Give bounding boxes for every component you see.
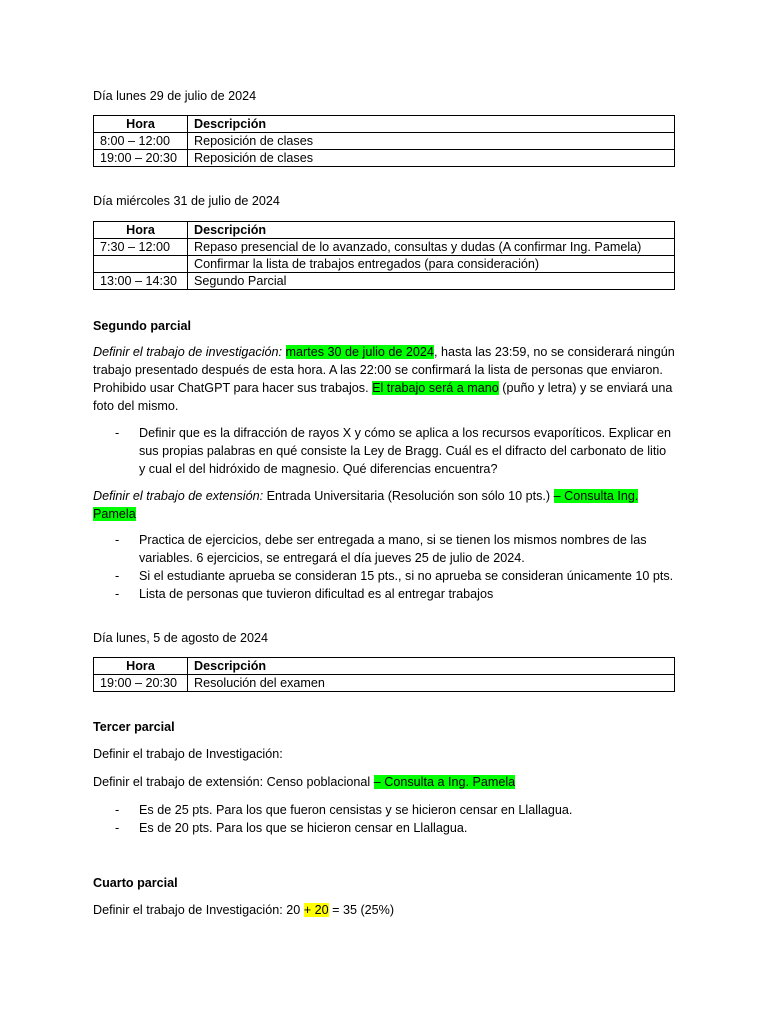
- table-row: [94, 150, 675, 167]
- day2-schedule-table: [93, 221, 675, 290]
- segundo-extension-list: [93, 531, 675, 603]
- ext-label: Definir el trabajo de extensión:: [93, 489, 264, 503]
- ext-text: Entrada Universitaria (Resolución son sólo 10 pts.): [263, 489, 554, 503]
- header-descripcion: Descripción: [188, 658, 675, 675]
- cuarto-inv-text-2: = 35 (25%): [328, 903, 395, 917]
- segundo-parcial-title: Segundo parcial: [93, 319, 191, 333]
- cell-descripcion: Resolución del examen: [188, 675, 675, 692]
- list-item: [93, 819, 675, 837]
- day2-table-wrap: [93, 221, 675, 290]
- cell-hora: 8:00 – 12:00: [94, 133, 188, 150]
- dash-bullet: -: [115, 569, 120, 583]
- dash-bullet: -: [115, 533, 120, 547]
- header-hora: Hora: [94, 116, 188, 133]
- cell-descripcion: Confirmar la lista de trabajos entregados (para consideración): [188, 256, 675, 273]
- cell-descripcion: Segundo Parcial: [188, 273, 675, 290]
- list-item-text: Definir que es la difracción de rayos X y cómo se aplica a los recursos evaporíticos. Explicar en sus propias palabras en qué consiste la Ley de Bragg. Cuál es el difracto del carbonato de litio y cual el del hidróxido de magnesio. Qué diferencias encuentra?: [139, 426, 671, 476]
- tercer-extension-line: [93, 773, 675, 791]
- table-row: [94, 256, 675, 273]
- cell-descripcion: Reposición de clases: [188, 133, 675, 150]
- header-hora: Hora: [94, 658, 188, 675]
- cell-hora: [94, 256, 188, 273]
- header-descripcion: Descripción: [188, 116, 675, 133]
- list-item-text: Practica de ejercicios, debe ser entregada a mano, si se tienen los mismos nombres de las variables. 6 ejercicios, se entregará el día jueves 25 de julio de 2024.: [139, 533, 647, 565]
- cell-hora: 19:00 – 20:30: [94, 150, 188, 167]
- dash-bullet: -: [115, 587, 120, 601]
- segundo-investigacion-list: [93, 424, 675, 478]
- day3-table-wrap: [93, 657, 675, 692]
- table-header-row: [94, 658, 675, 675]
- table-row: [94, 273, 675, 290]
- day1-schedule-table: [93, 115, 675, 167]
- inv-hand-highlight: El trabajo será a mano: [372, 381, 499, 395]
- list-item: [93, 424, 675, 478]
- dash-bullet: -: [115, 821, 120, 835]
- list-item: [93, 801, 675, 819]
- list-item: [93, 585, 675, 603]
- segundo-extension-paragraph: [93, 487, 675, 523]
- tercer-investigacion-line: Definir el trabajo de Investigación:: [93, 747, 283, 761]
- cuarto-parcial-title: Cuarto parcial: [93, 876, 178, 890]
- cuarto-inv-text-1: Definir el trabajo de Investigación: 20: [93, 903, 304, 917]
- segundo-investigacion-paragraph: [93, 343, 675, 415]
- list-item-text: Lista de personas que tuvieron dificultad es al entregar trabajos: [139, 587, 494, 601]
- cell-hora: 19:00 – 20:30: [94, 675, 188, 692]
- inv-date-highlight: martes 30 de julio de 2024: [285, 345, 434, 359]
- ext-consulta-highlight: – Consulta Ing. Pamela: [93, 489, 639, 521]
- cell-descripcion: Reposición de clases: [188, 150, 675, 167]
- day1-table-wrap: [93, 115, 675, 167]
- tercer-extension-list: [93, 801, 675, 837]
- list-item: [93, 531, 675, 567]
- day3-heading: Día lunes, 5 de agosto de 2024: [93, 631, 269, 645]
- table-row: [94, 675, 675, 692]
- table-header-row: [94, 116, 675, 133]
- header-descripcion: Descripción: [188, 222, 675, 239]
- cuarto-investigacion-line: [93, 901, 675, 919]
- cell-descripcion: Repaso presencial de lo avanzado, consultas y dudas (A confirmar Ing. Pamela): [188, 239, 675, 256]
- day2-heading: Día miércoles 31 de julio de 2024: [93, 194, 280, 208]
- list-item-text: Es de 20 pts. Para los que se hicieron censar en Llallagua.: [139, 821, 468, 835]
- tercer-consulta-highlight: – Consulta a Ing. Pamela: [373, 775, 516, 789]
- dash-bullet: -: [115, 803, 120, 817]
- table-header-row: [94, 222, 675, 239]
- list-item: [93, 567, 675, 585]
- day3-schedule-table: [93, 657, 675, 692]
- tercer-ext-text: Definir el trabajo de extensión: Censo poblacional: [93, 775, 374, 789]
- list-item-text: Si el estudiante aprueba se consideran 15 pts., si no aprueba se consideran únicamente 10 pts.: [139, 569, 674, 583]
- list-item-text: Es de 25 pts. Para los que fueron censistas y se hicieron censar en Llallagua.: [139, 803, 573, 817]
- table-row: [94, 239, 675, 256]
- cell-hora: 7:30 – 12:00: [94, 239, 188, 256]
- cuarto-plus-highlight: + 20: [303, 903, 329, 917]
- header-hora: Hora: [94, 222, 188, 239]
- inv-text-1: , hasta las 23:59, no se considerará ningún trabajo presentado después de esta hora. A las 22:00 se confirmará la lista de personas que enviaron. Prohibido usar ChatGPT para hacer sus trabajos.: [93, 345, 675, 395]
- inv-text-2: (puño y letra) y se enviará una foto del mismo.: [93, 381, 673, 413]
- table-row: [94, 133, 675, 150]
- cell-hora: 13:00 – 14:30: [94, 273, 188, 290]
- day1-heading: Día lunes 29 de julio de 2024: [93, 89, 257, 103]
- inv-label: Definir el trabajo de investigación:: [93, 345, 283, 359]
- tercer-parcial-title: Tercer parcial: [93, 720, 175, 734]
- dash-bullet: -: [115, 426, 120, 440]
